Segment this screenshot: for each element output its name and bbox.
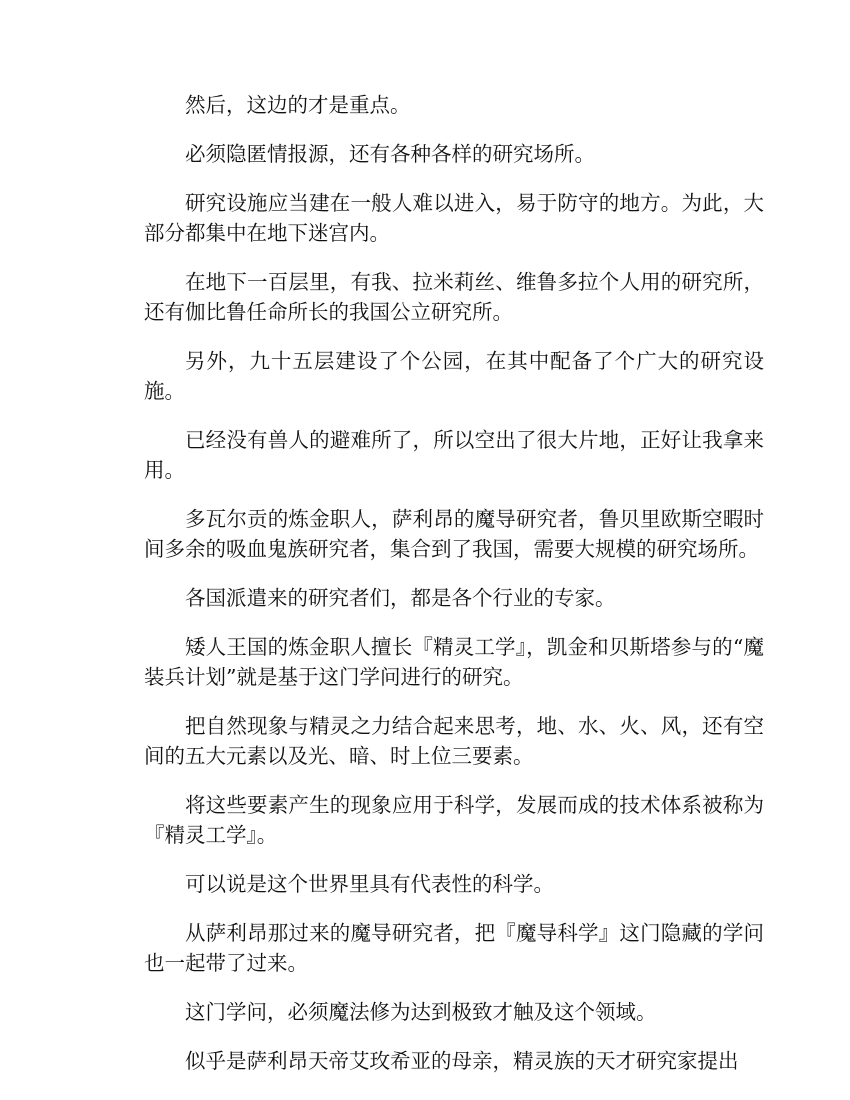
paragraph: 另外，九十五层建设了个公园，在其中配备了个广大的研究设施。 — [144, 349, 764, 403]
paragraph: 研究设施应当建在一般人难以进入，易于防守的地方。为此，大部分都集中在地下迷宫内。 — [144, 191, 764, 245]
paragraph: 从萨利昂那过来的魔导研究者，把『魔导科学』这门隐藏的学问也一起带了过来。 — [144, 921, 764, 975]
paragraph: 已经没有兽人的避难所了，所以空出了很大片地，正好让我拿来用。 — [144, 428, 764, 482]
paragraph: 这门学问，必须魔法修为达到极致才触及这个领域。 — [185, 1000, 657, 1024]
paragraph: 在地下一百层里，有我、拉米莉丝、维鲁多拉个人用的研究所，还有伽比鲁任命所长的我国公立研究所。 — [144, 270, 764, 324]
paragraph: 可以说是这个世界里具有代表性的科学。 — [185, 872, 554, 896]
paragraph: 各国派遣来的研究者们，都是各个行业的专家。 — [185, 586, 616, 610]
body-text — [144, 90, 764, 1095]
paragraph: 把自然现象与精灵之力结合起来思考，地、水、火、风，还有空间的五大元素以及光、暗、时上位三要素。 — [144, 714, 764, 768]
paragraph: 必须隐匿情报源，还有各种各样的研究场所。 — [185, 142, 595, 166]
paragraph: 然后，这边的才是重点。 — [185, 93, 411, 117]
paragraph: 似乎是萨利昂天帝艾玫希亚的母亲，精灵族的天才研究家提出 — [185, 1049, 739, 1073]
paragraph: 将这些要素产生的现象应用于科学，发展而成的技术体系被称为『精灵工学』。 — [144, 793, 764, 847]
paragraph: 矮人王国的炼金职人擅长『精灵工学』，凯金和贝斯塔参与的“魔装兵计划”就是基于这门学问进行的研究。 — [144, 635, 764, 689]
paragraph: 多瓦尔贡的炼金职人，萨利昂的魔导研究者，鲁贝里欧斯空暇时间多余的吸血鬼族研究者，集合到了我国，需要大规模的研究场所。 — [144, 507, 764, 561]
